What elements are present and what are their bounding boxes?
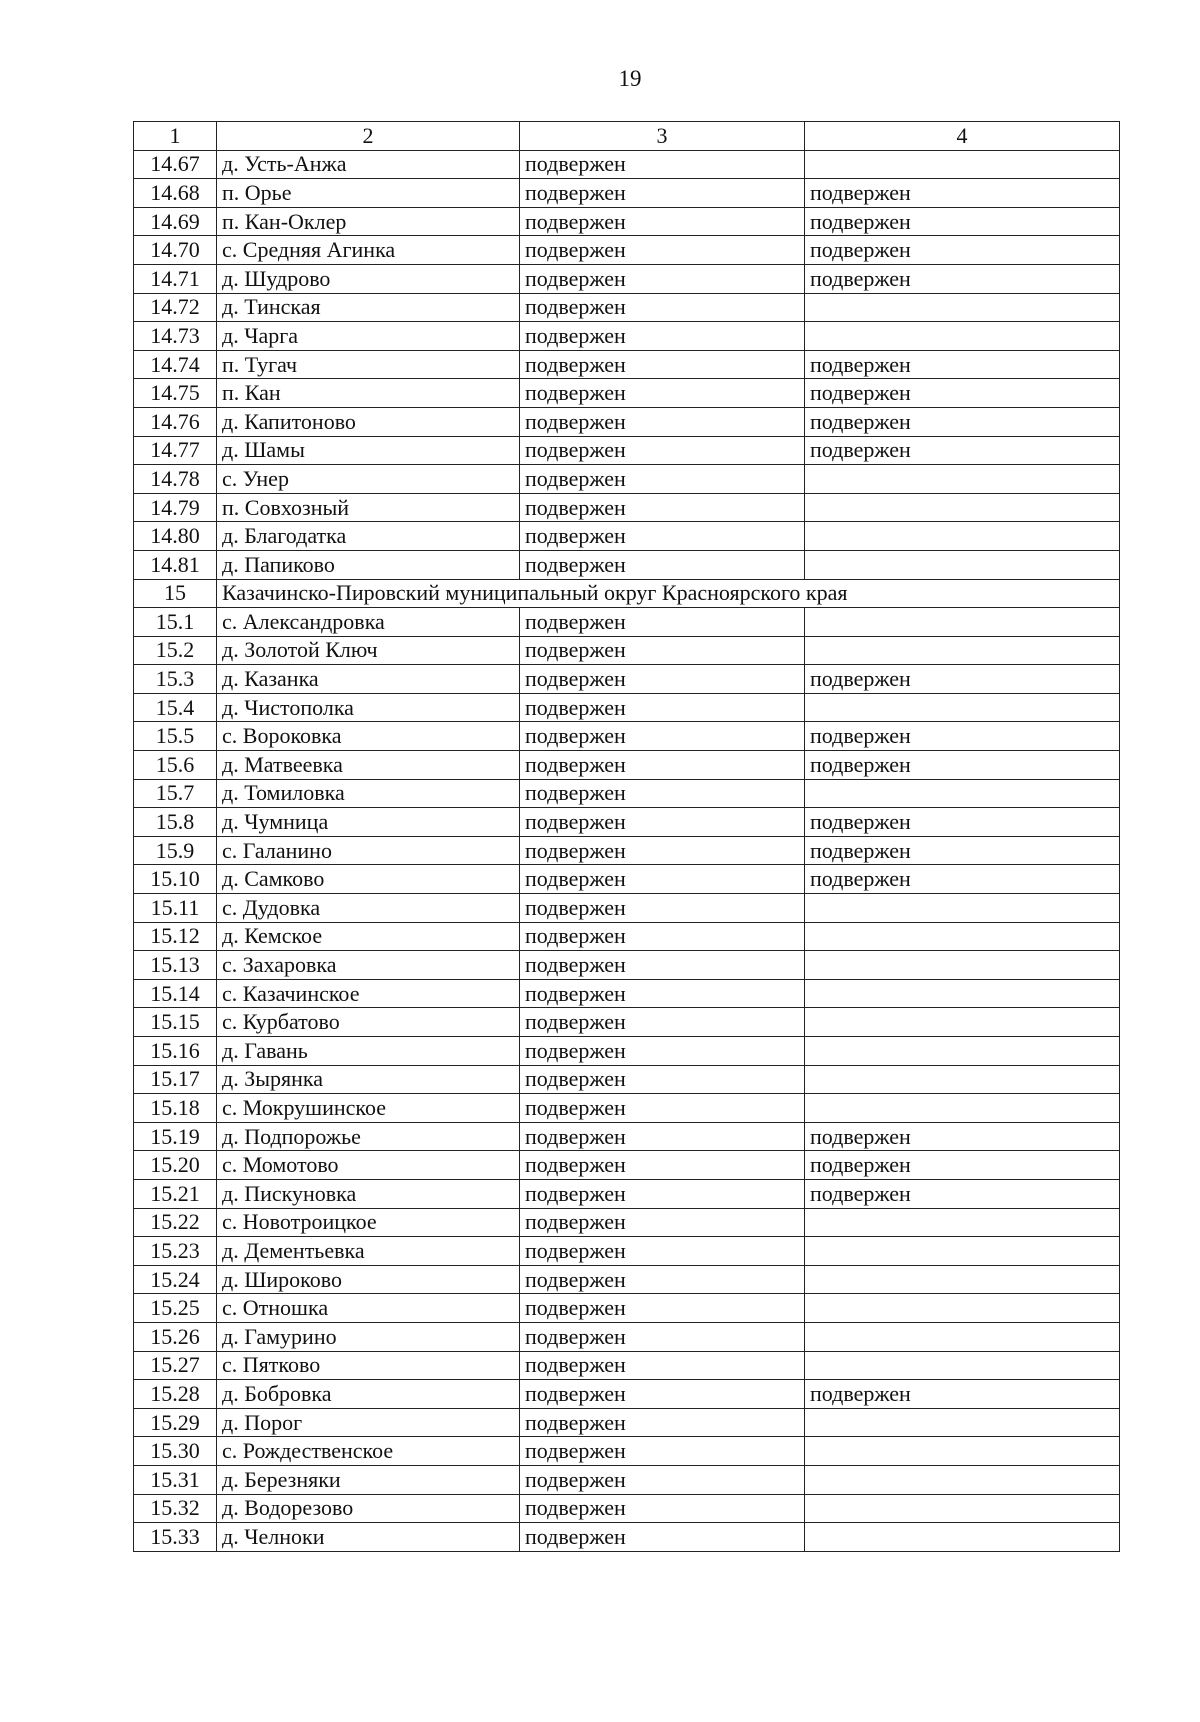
table-row bbox=[134, 550, 1120, 579]
row-number: 15 bbox=[134, 579, 217, 608]
column-4-status bbox=[805, 1294, 1120, 1323]
settlement-name: п. Кан-Оклер bbox=[217, 207, 520, 236]
table-row bbox=[134, 1380, 1120, 1409]
column-4-status bbox=[805, 1208, 1120, 1237]
column-3-status: подвержен bbox=[520, 1094, 805, 1123]
row-number: 14.74 bbox=[134, 350, 217, 379]
settlement-name: д. Дементьевка bbox=[217, 1237, 520, 1266]
settlement-name: д. Шамы bbox=[217, 436, 520, 465]
row-number: 15.5 bbox=[134, 722, 217, 751]
row-number: 14.72 bbox=[134, 293, 217, 322]
column-4-status bbox=[805, 1065, 1120, 1094]
column-4-status bbox=[805, 522, 1120, 551]
row-number: 15.23 bbox=[134, 1237, 217, 1266]
settlement-name: с. Казачинское bbox=[217, 979, 520, 1008]
column-4-status: подвержен bbox=[805, 751, 1120, 780]
row-number: 15.1 bbox=[134, 608, 217, 637]
row-number: 15.2 bbox=[134, 636, 217, 665]
row-number: 15.25 bbox=[134, 1294, 217, 1323]
column-4-status bbox=[805, 1322, 1120, 1351]
row-number: 14.73 bbox=[134, 322, 217, 351]
table-row bbox=[134, 1437, 1120, 1466]
column-4-status bbox=[805, 1037, 1120, 1066]
column-3-status: подвержен bbox=[520, 350, 805, 379]
settlement-name: с. Рождественское bbox=[217, 1437, 520, 1466]
settlement-name: д. Капитоново bbox=[217, 407, 520, 436]
table-row bbox=[134, 1122, 1120, 1151]
table-row bbox=[134, 1523, 1120, 1552]
column-3-status: подвержен bbox=[520, 179, 805, 208]
column-4-status bbox=[805, 1408, 1120, 1437]
row-number: 15.28 bbox=[134, 1380, 217, 1409]
column-3-status: подвержен bbox=[520, 779, 805, 808]
table-row bbox=[134, 1065, 1120, 1094]
row-number: 14.68 bbox=[134, 179, 217, 208]
row-number: 15.8 bbox=[134, 808, 217, 837]
column-3-status: подвержен bbox=[520, 665, 805, 694]
column-4-status bbox=[805, 293, 1120, 322]
table-row bbox=[134, 1408, 1120, 1437]
column-4-status: подвержен bbox=[805, 665, 1120, 694]
column-3-status: подвержен bbox=[520, 693, 805, 722]
column-3-status: подвержен bbox=[520, 608, 805, 637]
table-row bbox=[134, 951, 1120, 980]
settlement-name: д. Зырянка bbox=[217, 1065, 520, 1094]
settlement-name: с. Момотово bbox=[217, 1151, 520, 1180]
table-row bbox=[134, 1179, 1120, 1208]
column-3-status: подвержен bbox=[520, 1380, 805, 1409]
column-4-status: подвержен bbox=[805, 407, 1120, 436]
table-row bbox=[134, 894, 1120, 923]
column-4-status bbox=[805, 1237, 1120, 1266]
column-4-status: подвержен bbox=[805, 1380, 1120, 1409]
column-4-status bbox=[805, 1351, 1120, 1380]
settlement-name: д. Папиково bbox=[217, 550, 520, 579]
table-row bbox=[134, 1208, 1120, 1237]
column-4-status bbox=[805, 1437, 1120, 1466]
header-cell-2: 2 bbox=[217, 122, 520, 151]
table-row bbox=[134, 779, 1120, 808]
table-row bbox=[134, 1094, 1120, 1123]
row-number: 14.78 bbox=[134, 465, 217, 494]
settlement-name: д. Чарга bbox=[217, 322, 520, 351]
column-3-status: подвержен bbox=[520, 951, 805, 980]
column-3-status: подвержен bbox=[520, 1008, 805, 1037]
column-3-status: подвержен bbox=[520, 1237, 805, 1266]
settlement-name: с. Захаровка bbox=[217, 951, 520, 980]
settlement-name: д. Пискуновка bbox=[217, 1179, 520, 1208]
settlement-name: д. Гамурино bbox=[217, 1322, 520, 1351]
column-3-status: подвержен bbox=[520, 1294, 805, 1323]
column-3-status: подвержен bbox=[520, 751, 805, 780]
column-4-status: подвержен bbox=[805, 865, 1120, 894]
table-row bbox=[134, 379, 1120, 408]
column-4-status bbox=[805, 636, 1120, 665]
column-3-status: подвержен bbox=[520, 979, 805, 1008]
column-3-status: подвержен bbox=[520, 808, 805, 837]
column-3-status: подвержен bbox=[520, 236, 805, 265]
column-4-status bbox=[805, 1465, 1120, 1494]
column-4-status bbox=[805, 894, 1120, 923]
settlement-name: д. Гавань bbox=[217, 1037, 520, 1066]
settlement-name: д. Кемское bbox=[217, 922, 520, 951]
settlement-name: с. Александровка bbox=[217, 608, 520, 637]
table-row bbox=[134, 1237, 1120, 1266]
column-3-status: подвержен bbox=[520, 1437, 805, 1466]
row-number: 15.4 bbox=[134, 693, 217, 722]
table-row bbox=[134, 1465, 1120, 1494]
table-row bbox=[134, 465, 1120, 494]
row-number: 15.17 bbox=[134, 1065, 217, 1094]
row-number: 14.76 bbox=[134, 407, 217, 436]
table-row bbox=[134, 808, 1120, 837]
column-4-status: подвержен bbox=[805, 350, 1120, 379]
settlement-name: с. Курбатово bbox=[217, 1008, 520, 1037]
section-title: Казачинско-Пировский муниципальный округ Красноярского края bbox=[217, 579, 1120, 608]
settlement-name: д. Шудрово bbox=[217, 264, 520, 293]
column-4-status: подвержен bbox=[805, 1179, 1120, 1208]
row-number: 15.3 bbox=[134, 665, 217, 694]
row-number: 15.26 bbox=[134, 1322, 217, 1351]
table-row bbox=[134, 322, 1120, 351]
column-4-status: подвержен bbox=[805, 722, 1120, 751]
table-row bbox=[134, 1494, 1120, 1523]
settlement-name: д. Казанка bbox=[217, 665, 520, 694]
column-3-status: подвержен bbox=[520, 207, 805, 236]
column-4-status: подвержен bbox=[805, 1151, 1120, 1180]
settlement-name: д. Челноки bbox=[217, 1523, 520, 1552]
row-number: 15.16 bbox=[134, 1037, 217, 1066]
column-4-status bbox=[805, 1008, 1120, 1037]
settlement-name: д. Благодатка bbox=[217, 522, 520, 551]
column-4-status: подвержен bbox=[805, 179, 1120, 208]
settlement-name: с. Дудовка bbox=[217, 894, 520, 923]
header-cell-3: 3 bbox=[520, 122, 805, 151]
column-4-status: подвержен bbox=[805, 436, 1120, 465]
column-4-status: подвержен bbox=[805, 379, 1120, 408]
row-number: 15.30 bbox=[134, 1437, 217, 1466]
row-number: 15.20 bbox=[134, 1151, 217, 1180]
column-4-status bbox=[805, 550, 1120, 579]
row-number: 15.24 bbox=[134, 1265, 217, 1294]
settlement-name: с. Средняя Агинка bbox=[217, 236, 520, 265]
row-number: 15.6 bbox=[134, 751, 217, 780]
settlement-name: д. Самково bbox=[217, 865, 520, 894]
settlement-name: с. Пятково bbox=[217, 1351, 520, 1380]
settlement-name: с. Новотроицкое bbox=[217, 1208, 520, 1237]
settlement-name: д. Чистополка bbox=[217, 693, 520, 722]
table-row bbox=[134, 693, 1120, 722]
header-cell-4: 4 bbox=[805, 122, 1120, 151]
table-row bbox=[134, 865, 1120, 894]
column-3-status: подвержен bbox=[520, 1408, 805, 1437]
column-4-status bbox=[805, 1523, 1120, 1552]
row-number: 15.14 bbox=[134, 979, 217, 1008]
column-3-status: подвержен bbox=[520, 1322, 805, 1351]
row-number: 14.79 bbox=[134, 493, 217, 522]
table-header-row bbox=[134, 122, 1120, 151]
column-3-status: подвержен bbox=[520, 922, 805, 951]
settlements-table bbox=[133, 121, 1120, 1552]
row-number: 15.10 bbox=[134, 865, 217, 894]
row-number: 14.67 bbox=[134, 150, 217, 179]
column-4-status bbox=[805, 1265, 1120, 1294]
column-4-status: подвержен bbox=[805, 236, 1120, 265]
table-row bbox=[134, 293, 1120, 322]
row-number: 15.13 bbox=[134, 951, 217, 980]
column-3-status: подвержен bbox=[520, 1179, 805, 1208]
column-3-status: подвержен bbox=[520, 722, 805, 751]
table-row bbox=[134, 751, 1120, 780]
row-number: 15.21 bbox=[134, 1179, 217, 1208]
settlement-name: д. Чумница bbox=[217, 808, 520, 837]
row-number: 14.69 bbox=[134, 207, 217, 236]
column-4-status bbox=[805, 150, 1120, 179]
settlement-name: д. Березняки bbox=[217, 1465, 520, 1494]
table-row bbox=[134, 1037, 1120, 1066]
column-3-status: подвержен bbox=[520, 493, 805, 522]
column-3-status: подвержен bbox=[520, 1151, 805, 1180]
column-3-status: подвержен bbox=[520, 550, 805, 579]
row-number: 15.22 bbox=[134, 1208, 217, 1237]
settlement-name: п. Орье bbox=[217, 179, 520, 208]
page-number: 19 bbox=[618, 66, 642, 91]
table-row bbox=[134, 722, 1120, 751]
column-3-status: подвержен bbox=[520, 1351, 805, 1380]
column-4-status: подвержен bbox=[805, 264, 1120, 293]
settlement-name: с. Вороковка bbox=[217, 722, 520, 751]
row-number: 15.33 bbox=[134, 1523, 217, 1552]
table-row bbox=[134, 236, 1120, 265]
settlement-name: п. Тугач bbox=[217, 350, 520, 379]
settlement-name: д. Порог bbox=[217, 1408, 520, 1437]
row-number: 15.19 bbox=[134, 1122, 217, 1151]
table-row bbox=[134, 407, 1120, 436]
table-row bbox=[134, 493, 1120, 522]
settlement-name: д. Тинская bbox=[217, 293, 520, 322]
settlement-name: д. Усть-Анжа bbox=[217, 150, 520, 179]
row-number: 15.12 bbox=[134, 922, 217, 951]
column-4-status bbox=[805, 693, 1120, 722]
header-cell-1: 1 bbox=[134, 122, 217, 151]
column-4-status: подвержен bbox=[805, 836, 1120, 865]
column-3-status: подвержен bbox=[520, 1465, 805, 1494]
column-3-status: подвержен bbox=[520, 150, 805, 179]
table-row bbox=[134, 179, 1120, 208]
row-number: 14.70 bbox=[134, 236, 217, 265]
settlement-name: д. Золотой Ключ bbox=[217, 636, 520, 665]
column-4-status bbox=[805, 922, 1120, 951]
table-row bbox=[134, 836, 1120, 865]
column-3-status: подвержен bbox=[520, 836, 805, 865]
settlement-name: д. Широково bbox=[217, 1265, 520, 1294]
table-row bbox=[134, 979, 1120, 1008]
settlement-name: д. Томиловка bbox=[217, 779, 520, 808]
column-4-status bbox=[805, 493, 1120, 522]
column-3-status: подвержен bbox=[520, 1208, 805, 1237]
column-4-status bbox=[805, 322, 1120, 351]
settlement-name: п. Совхозный bbox=[217, 493, 520, 522]
settlement-name: д. Подпорожье bbox=[217, 1122, 520, 1151]
table-row bbox=[134, 436, 1120, 465]
column-3-status: подвержен bbox=[520, 522, 805, 551]
row-number: 14.77 bbox=[134, 436, 217, 465]
column-3-status: подвержен bbox=[520, 465, 805, 494]
column-4-status bbox=[805, 779, 1120, 808]
table-row bbox=[134, 665, 1120, 694]
row-number: 15.31 bbox=[134, 1465, 217, 1494]
row-number: 14.81 bbox=[134, 550, 217, 579]
column-4-status bbox=[805, 465, 1120, 494]
row-number: 15.32 bbox=[134, 1494, 217, 1523]
row-number: 15.11 bbox=[134, 894, 217, 923]
column-3-status: подвержен bbox=[520, 865, 805, 894]
settlement-name: с. Мокрушинское bbox=[217, 1094, 520, 1123]
row-number: 14.80 bbox=[134, 522, 217, 551]
table-row bbox=[134, 608, 1120, 637]
table-row bbox=[134, 922, 1120, 951]
column-3-status: подвержен bbox=[520, 1265, 805, 1294]
settlement-name: д. Бобровка bbox=[217, 1380, 520, 1409]
column-4-status bbox=[805, 1494, 1120, 1523]
table-body bbox=[134, 122, 1120, 1552]
column-3-status: подвержен bbox=[520, 322, 805, 351]
column-4-status bbox=[805, 1094, 1120, 1123]
column-3-status: подвержен bbox=[520, 636, 805, 665]
row-number: 15.27 bbox=[134, 1351, 217, 1380]
table-row bbox=[134, 350, 1120, 379]
column-4-status bbox=[805, 979, 1120, 1008]
column-4-status: подвержен bbox=[805, 808, 1120, 837]
column-4-status bbox=[805, 608, 1120, 637]
row-number: 14.75 bbox=[134, 379, 217, 408]
section-row bbox=[134, 579, 1120, 608]
row-number: 14.71 bbox=[134, 264, 217, 293]
column-3-status: подвержен bbox=[520, 379, 805, 408]
table-row bbox=[134, 1265, 1120, 1294]
column-3-status: подвержен bbox=[520, 1065, 805, 1094]
column-3-status: подвержен bbox=[520, 407, 805, 436]
row-number: 15.7 bbox=[134, 779, 217, 808]
table-row bbox=[134, 264, 1120, 293]
table-row bbox=[134, 522, 1120, 551]
settlement-name: д. Водорезово bbox=[217, 1494, 520, 1523]
row-number: 15.15 bbox=[134, 1008, 217, 1037]
column-3-status: подвержен bbox=[520, 1494, 805, 1523]
column-3-status: подвержен bbox=[520, 1122, 805, 1151]
settlement-name: с. Унер bbox=[217, 465, 520, 494]
settlement-name: с. Галанино bbox=[217, 836, 520, 865]
row-number: 15.18 bbox=[134, 1094, 217, 1123]
table-row bbox=[134, 150, 1120, 179]
table-row bbox=[134, 1151, 1120, 1180]
column-3-status: подвержен bbox=[520, 894, 805, 923]
column-4-status: подвержен bbox=[805, 1122, 1120, 1151]
column-4-status: подвержен bbox=[805, 207, 1120, 236]
table-row bbox=[134, 636, 1120, 665]
table-row bbox=[134, 1351, 1120, 1380]
table-row bbox=[134, 1008, 1120, 1037]
column-4-status bbox=[805, 951, 1120, 980]
column-3-status: подвержен bbox=[520, 1523, 805, 1552]
column-3-status: подвержен bbox=[520, 264, 805, 293]
settlement-name: с. Отношка bbox=[217, 1294, 520, 1323]
column-3-status: подвержен bbox=[520, 436, 805, 465]
table-row bbox=[134, 207, 1120, 236]
column-3-status: подвержен bbox=[520, 293, 805, 322]
settlement-name: п. Кан bbox=[217, 379, 520, 408]
column-3-status: подвержен bbox=[520, 1037, 805, 1066]
row-number: 15.9 bbox=[134, 836, 217, 865]
table-row bbox=[134, 1294, 1120, 1323]
table-row bbox=[134, 1322, 1120, 1351]
row-number: 15.29 bbox=[134, 1408, 217, 1437]
settlement-name: д. Матвеевка bbox=[217, 751, 520, 780]
